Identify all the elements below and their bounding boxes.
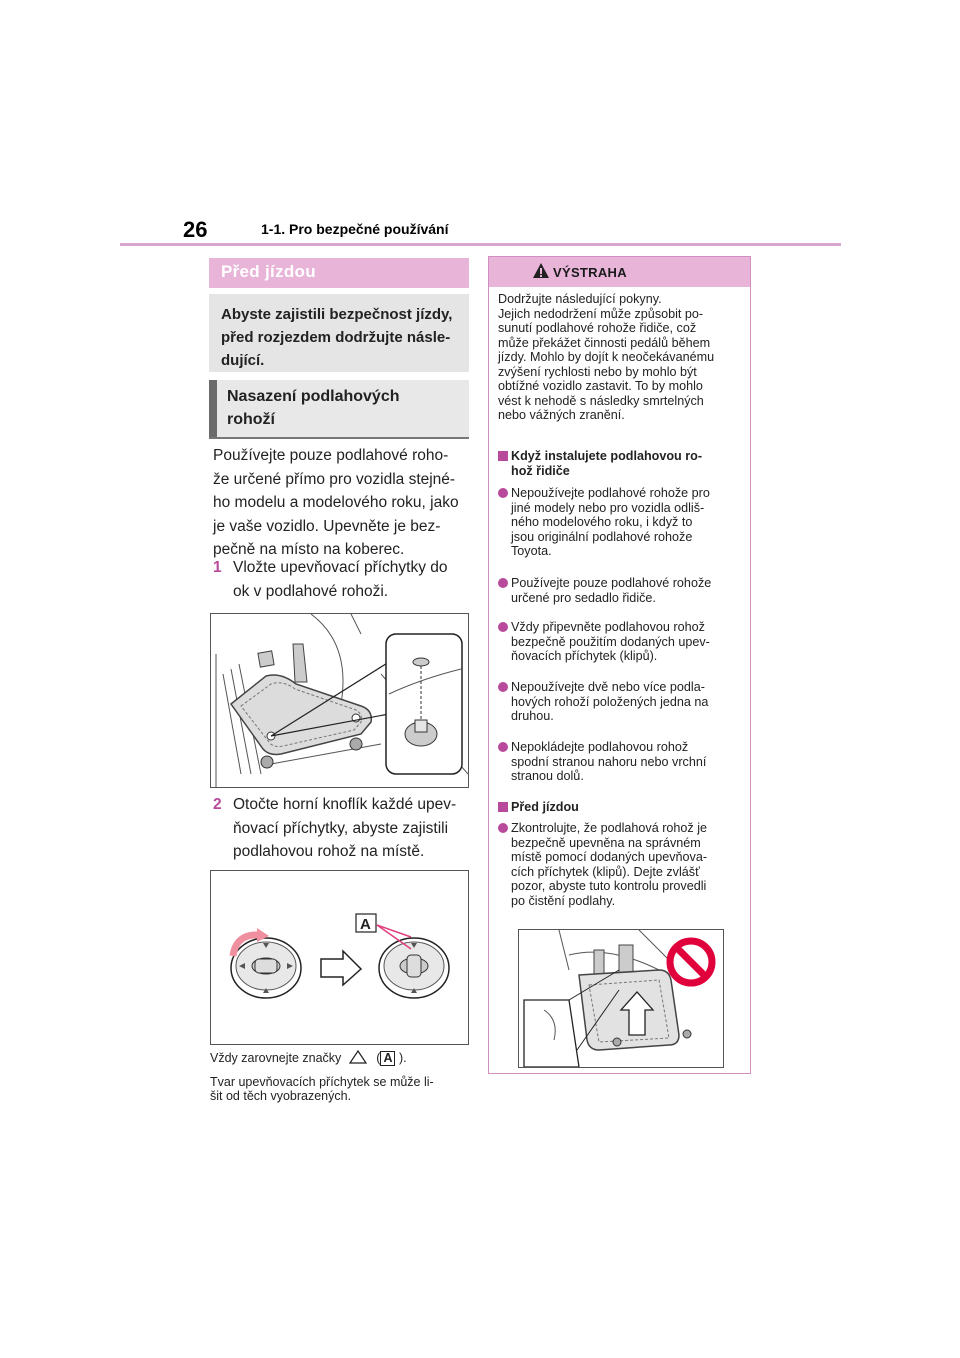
bullet-line: bezpečně použitím dodaných upev- (511, 634, 710, 649)
bullet-line: Nepokládejte podlahovou rohož (511, 740, 689, 754)
right-arrow-icon (321, 951, 361, 985)
warning-box (488, 256, 751, 1074)
floor-mat-figure (210, 613, 469, 788)
bullet-line: Zkontrolujte, že podlahová rohož je (511, 821, 708, 835)
warning-line: vést k nehodě s následky smrtelných (498, 393, 704, 408)
subheading-edge (209, 380, 217, 437)
bullet-line: bezpečně upevněna na správném (511, 835, 701, 850)
bullet-line: Nepoužívejte podlahové rohože pro (511, 486, 710, 500)
step-1 (213, 556, 471, 603)
figure-label-a: A (360, 916, 371, 933)
step-number: 1 (213, 559, 222, 576)
warning-bullet (498, 740, 744, 784)
warning-line: Jejich nedodržení může způsobit po- (498, 306, 704, 321)
circle-bullet-icon (498, 578, 508, 588)
body-line: že určené přímo pro vozidla stejné- (213, 470, 456, 488)
warning-line: může překážet činnosti pedálů během (498, 335, 711, 350)
clip-rotation-figure (210, 870, 469, 1045)
bullet-line: hových rohoží položených jedna na (511, 694, 709, 709)
body-line: pečně na místo na koberec. (213, 541, 405, 558)
caption-align-marks (210, 1050, 472, 1066)
circle-bullet-icon (498, 488, 508, 498)
bullet-line: určené pro sedadlo řidiče. (511, 590, 656, 605)
step-line: ok v podlahové rohoži. (233, 582, 389, 600)
warning-bullet (498, 576, 744, 605)
warning-line: nebo vážných zranění. (498, 408, 625, 422)
warning-title: VÝSTRAHA (553, 265, 627, 280)
bullet-line: stranou dolů. (511, 769, 584, 783)
square-bullet-icon (498, 802, 508, 812)
square-bullet-icon (498, 451, 508, 461)
section-line: Před jízdou (511, 800, 579, 814)
section-line: hož řidiče (511, 463, 570, 478)
caption-line: šit od těch vyobrazených. (210, 1089, 352, 1103)
warning-line: obtížné vozidlo zastavit. To by mohlo (498, 379, 703, 393)
section-heading: Před jízdou (221, 262, 316, 281)
intro-line: dující. (221, 352, 265, 369)
bullet-line: Používejte pouze podlahové rohože (511, 576, 712, 590)
caption-paren: ( (376, 1051, 381, 1065)
step-line: ňovací příchytky, abyste zajistili (233, 819, 449, 837)
bullet-line: jiné modely nebo pro vozidla odliš- (511, 500, 705, 515)
circle-bullet-icon (498, 682, 508, 692)
step-line: Vložte upevňovací příchytky do (233, 559, 448, 576)
step-line: Otočte horní knoflík každé upev- (233, 796, 457, 813)
bullet-line: Nepoužívejte dvě nebo více podla- (511, 680, 705, 694)
floor-mat-illustration (211, 614, 468, 787)
circle-bullet-icon (498, 823, 508, 833)
step-2 (213, 793, 471, 864)
bullet-line: spodní stranou nahoru nebo vrchní (511, 754, 707, 769)
intro-box (209, 294, 469, 372)
intro-line: Abyste zajistili bezpečnost jízdy, (221, 306, 453, 323)
circle-bullet-icon (498, 742, 508, 752)
caption-text: Vždy zarovnejte značky (210, 1051, 342, 1065)
body-paragraph (213, 444, 471, 562)
section-title: 1-1. Pro bezpečné používání (261, 221, 449, 237)
warning-bullet (498, 486, 744, 559)
bullet-line: po čistění podlahy. (511, 893, 616, 908)
incorrect-mat-figure (518, 929, 724, 1068)
warning-header (489, 257, 750, 287)
body-line: ho modelu a modelového roku, jako (213, 494, 459, 511)
caption-line: Tvar upevňovacích příchytek se může li- (210, 1075, 434, 1089)
bullet-line: Toyota. (511, 544, 552, 558)
warning-line: Dodržujte následující pokyny. (498, 292, 662, 306)
warning-line: zvýšení rychlosti nebo by mohlo být (498, 364, 697, 379)
warning-line: sunutí podlahové rohože řidiče, což (498, 321, 697, 335)
bullet-line: místě pomocí dodaných upevňova- (511, 850, 708, 864)
page-number: 26 (183, 217, 208, 242)
warning-bullet (498, 680, 744, 724)
header-divider (120, 243, 841, 246)
caption-label-a: A (380, 1051, 395, 1066)
subheading-line: Nasazení podlahových (227, 388, 400, 405)
bullet-line: druhou. (511, 709, 554, 723)
subheading-line: rohoží (227, 411, 275, 428)
section-line: Když instalujete podlahovou ro- (511, 449, 703, 463)
prohibited-icon (665, 936, 717, 988)
warning-intro (498, 292, 744, 423)
subheading-box (209, 380, 469, 439)
bullet-line: pozor, abyste tuto kontrolu provedli (511, 879, 707, 893)
bullet-line: cích příchytek (klipů). Dejte zvlášť (511, 864, 700, 879)
circle-bullet-icon (498, 622, 508, 632)
warning-bullet (498, 620, 744, 664)
triangle-mark-icon (349, 1050, 367, 1064)
bullet-line: jsou originální podlahové rohože (511, 529, 693, 544)
body-line: je vaše vozidlo. Upevněte je bez- (213, 517, 441, 535)
step-number: 2 (213, 796, 222, 813)
section-heading-bar (209, 258, 469, 288)
warning-line: jízdy. Mohlo by dojít k neočekávanému (498, 350, 715, 364)
bullet-line: ného modelového roku, i když to (511, 515, 693, 529)
step-line: podlahovou rohož na místě. (233, 843, 425, 860)
intro-line: před rozjezdem dodržujte násle- (221, 329, 451, 346)
warning-section-before-driving (498, 800, 744, 815)
clip-rotation-illustration (211, 871, 468, 1044)
warning-bullet (498, 821, 744, 908)
warning-section-driver-mat (498, 449, 744, 478)
warning-triangle-icon (532, 262, 550, 279)
caption-note (210, 1075, 472, 1103)
caption-text: ). (398, 1051, 407, 1065)
body-line: Používejte pouze podlahové roho- (213, 447, 449, 464)
bullet-line: Vždy připevněte podlahovou rohož (511, 620, 705, 634)
bullet-line: ňovacích příchytek (klipů). (511, 649, 658, 663)
